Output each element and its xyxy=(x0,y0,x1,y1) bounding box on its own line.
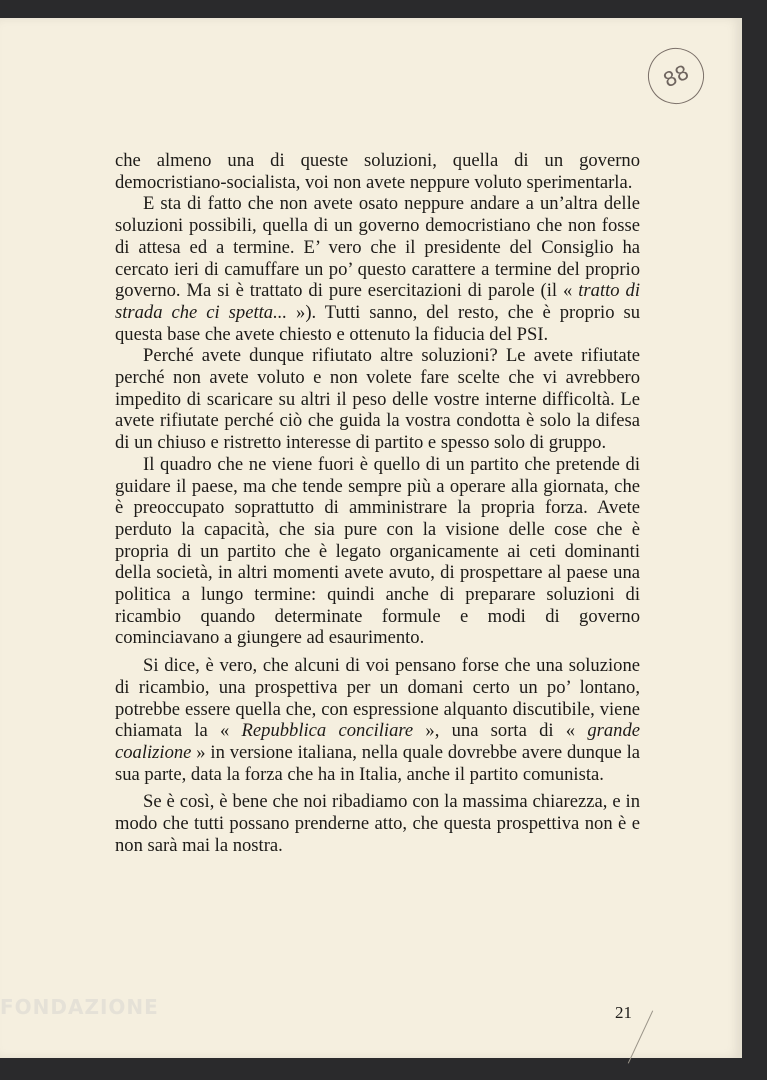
text-run: Il quadro che ne viene fuori è quello di un partito che pretende di guidare il paese, ma che tende sempre più a operare alla giornata, che è preoccupato soprattutto di amministrare la propria forza. Avete perduto la capacità, che sia pure con la visione delle cose che è propria di un partito che è legato organicamente ai ceti dominanti della società, in altri momenti avete avuto, di prospettare al paese una politica a lungo termine: quindi anche di preparare soluzioni di ricambio quando determinate formule e modi di governo cominciavano a giungere ad esaurimento. xyxy=(115,453,640,649)
text-run: Se è così, è bene che noi ribadiamo con la massima chiarezza, e in modo che tutti possano prenderne atto, che questa prospettiva non è e non sarà mai la nostra. xyxy=(115,791,640,856)
text-run: Perché avete dunque rifiutato altre soluzioni? Le avete rifiutate perché non avete voluto e non volete fare scelte che vi avrebbero impedito di scaricare su altri il peso delle vostre interne difficoltà. Le avete rifiutate perché ciò che guida la vostra condotta è solo la difesa di un chiuso e ristretto interesse di partito e spesso solo di gruppo. xyxy=(115,345,640,454)
italic-quote: Repubblica conciliare xyxy=(241,720,414,742)
text-run: »). Tutti sanno, del resto, che è proprio su questa base che avete chiesto e ottenuto la fiducia del PSI. xyxy=(115,301,640,345)
paragraph xyxy=(115,454,640,649)
page-number: 21 xyxy=(615,1003,632,1022)
paragraph xyxy=(115,791,640,856)
italic-quote: grande coalizione xyxy=(115,720,640,763)
italic-quote: tratto di strada che ci spetta... xyxy=(115,280,640,323)
archive-stamp xyxy=(639,39,713,113)
stamp-number: 88 xyxy=(659,59,693,93)
document-page xyxy=(0,18,742,1058)
paragraph xyxy=(115,193,640,345)
paragraph xyxy=(115,150,640,193)
text-run: Si dice, è vero, che alcuni di voi pensano forse che una soluzione di ricambio, una prospettiva per un domani certo un po’ lontano, potrebbe essere quella che, con espressione alquanto discutibile, viene chiamata la « xyxy=(115,655,640,742)
text-run: » in versione italiana, nella quale dovrebbe avere dunque la sua parte, data la forza che ha in Italia, anche il partito comunista. xyxy=(115,741,640,785)
body-text xyxy=(115,150,640,857)
paragraph xyxy=(115,345,640,454)
watermark: FONDAZIONE xyxy=(0,995,159,1019)
text-run: che almeno una di queste soluzioni, quella di un governo democristiano-socialista, voi non avete neppure voluto sperimentarla. xyxy=(115,150,640,193)
text-run: », una sorta di « xyxy=(413,720,588,742)
text-run: E sta di fatto che non avete osato neppure andare a un’altra delle soluzioni possibili, quella di un governo democristiano che non fosse di attesa ed a termine. E’ vero che il presidente del Consiglio ha cercato ieri di camuffare un po’ questo carattere a termine del proprio governo. Ma si è trattato di pure esercitazioni di parole (il « xyxy=(115,193,640,302)
paragraph xyxy=(115,655,640,785)
